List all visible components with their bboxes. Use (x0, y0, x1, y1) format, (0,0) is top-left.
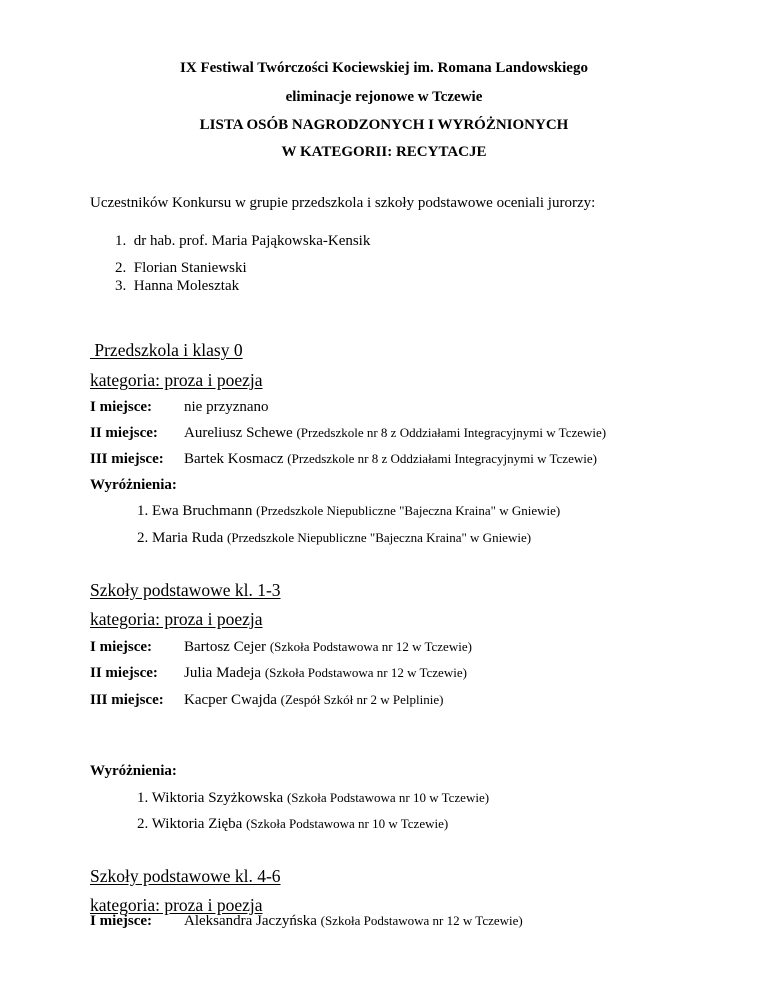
winner-name: Julia Madeja (184, 665, 262, 681)
school-name: (Przedszkole nr 8 z Oddziałami Integracyjnymi w Tczewie) (287, 451, 597, 466)
place-entry (184, 639, 472, 656)
section-title-grades-4-6: Szkoły podstawowe kl. 4-6 (90, 866, 281, 886)
distinction-item (137, 503, 560, 520)
winner-name: Kacper Cwajda (184, 692, 277, 708)
header-line-4: W KATEGORII: RECYTACJE (281, 144, 487, 160)
place-label: III miejsce: (90, 692, 164, 708)
school-name: (Przedszkole nr 8 z Oddziałami Integracyjnymi w Tczewie) (296, 425, 607, 440)
distinctions-label: Wyróżnienia: (90, 763, 177, 779)
distinction-number: 1. (137, 790, 149, 806)
section-category: kategoria: proza i poezja (90, 609, 263, 629)
place-entry (184, 451, 597, 468)
juror-item (115, 233, 370, 250)
place-entry (184, 399, 269, 416)
school-name: (Szkoła Podstawowa nr 12 w Tczewie) (264, 665, 467, 680)
place-label: II miejsce: (90, 425, 158, 441)
juror-item (115, 278, 239, 295)
intro-text: Uczestników Konkursu w grupie przedszkola i szkoły podstawowe oceniali jurorzy: (90, 195, 596, 211)
section-category: kategoria: proza i poezja (90, 370, 263, 390)
winner-name: Wiktoria Szyżkowska (151, 790, 284, 806)
juror-number: 3. (115, 278, 127, 294)
distinction-number: 1. (137, 503, 149, 519)
section-title-grades-1-3: Szkoły podstawowe kl. 1-3 (90, 580, 281, 600)
distinction-number: 2. (137, 530, 149, 546)
school-name: (Przedszkole Niepubliczne "Bajeczna Kraina" w Gniewie) (226, 530, 532, 545)
winner-name: Aleksandra Jaczyńska (184, 913, 317, 929)
school-name: (Szkoła Podstawowa nr 10 w Tczewie) (246, 816, 449, 831)
winner-name: Bartosz Cejer (184, 639, 267, 655)
place-entry (184, 692, 443, 709)
winner-name: nie przyznano (184, 399, 269, 415)
header-line-1: IX Festiwal Twórczości Kociewskiej im. Romana Landowskiego (180, 60, 588, 76)
juror-name: Hanna Molesztak (133, 278, 240, 294)
place-label: I miejsce: (90, 913, 153, 929)
juror-name: dr hab. prof. Maria Pająkowska-Kensik (133, 233, 371, 249)
juror-number: 2. (115, 260, 127, 276)
winner-name: Bartek Kosmacz (184, 451, 284, 467)
place-label: I miejsce: (90, 399, 153, 415)
place-entry (184, 665, 467, 682)
distinctions-label: Wyróżnienia: (90, 477, 177, 493)
distinction-number: 2. (137, 816, 149, 832)
place-entry (184, 913, 523, 930)
distinction-item (137, 530, 531, 547)
juror-name: Florian Staniewski (133, 260, 247, 276)
school-name: (Przedszkole Niepubliczne "Bajeczna Kraina" w Gniewie) (256, 503, 561, 518)
section-category: kategoria: proza i poezja (90, 895, 263, 915)
distinction-item (137, 790, 489, 807)
place-label: III miejsce: (90, 451, 164, 467)
school-name: (Szkoła Podstawowa nr 12 w Tczewie) (320, 913, 523, 928)
header-line-3: LISTA OSÓB NAGRODZONYCH I WYRÓŻNIONYCH (199, 117, 569, 133)
winner-name: Maria Ruda (152, 530, 224, 546)
place-entry (184, 425, 606, 442)
winner-name: Aureliusz Schewe (184, 425, 293, 441)
distinction-item (137, 816, 448, 833)
school-name: (Szkoła Podstawowa nr 12 w Tczewie) (269, 639, 472, 654)
juror-number: 1. (115, 233, 127, 249)
place-label: II miejsce: (90, 665, 158, 681)
section-title-preschool: Przedszkola i klasy 0 (90, 340, 243, 360)
juror-item (115, 260, 247, 277)
header-line-2: eliminacje rejonowe w Tczewie (285, 89, 483, 105)
winner-name: Wiktoria Zięba (151, 816, 243, 832)
winner-name: Ewa Bruchmann (152, 503, 253, 519)
school-name: (Zespół Szkół nr 2 w Pelplinie) (280, 692, 444, 707)
place-label: I miejsce: (90, 639, 153, 655)
school-name: (Szkoła Podstawowa nr 10 w Tczewie) (286, 790, 490, 805)
